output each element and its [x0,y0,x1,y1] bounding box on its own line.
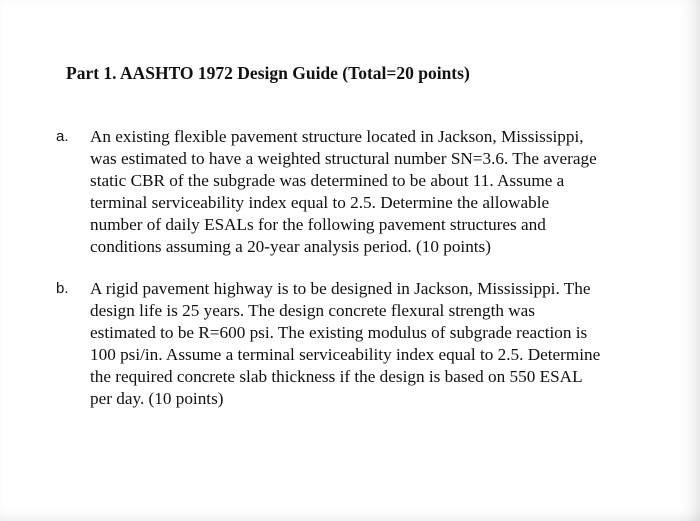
question-line: design life is 25 years. The design concrete flexural strength was [90,301,535,320]
question-line: terminal serviceability index equal to 2.5. Determine the allowable [90,193,550,212]
question-marker: b. [56,280,69,297]
question-line: conditions assuming a 20-year analysis period. (10 points) [90,237,491,256]
question-line: estimated to be R=600 psi. The existing modulus of subgrade reaction is [90,323,588,342]
question-marker: a. [56,128,69,145]
question-text [90,278,656,410]
question-line: 100 psi/in. Assume a terminal serviceability index equal to 2.5. Determine [90,345,601,364]
question-line: per day. (10 points) [90,389,224,408]
question-a [56,126,656,258]
question-b [56,278,656,410]
question-line: static CBR of the subgrade was determined to be about 11. Assume a [90,171,565,190]
question-line: number of daily ESALs for the following pavement structures and [90,215,546,234]
question-line: An existing flexible pavement structure located in Jackson, Mississippi, [90,127,584,146]
document-title: Part 1. AASHTO 1972 Design Guide (Total=20 points) [66,63,470,83]
question-line: A rigid pavement highway is to be designed in Jackson, Mississippi. The [90,279,591,298]
question-line: was estimated to have a weighted structural number SN=3.6. The average [90,149,597,168]
question-text [90,126,656,258]
question-line: the required concrete slab thickness if the design is based on 550 ESAL [90,367,583,386]
